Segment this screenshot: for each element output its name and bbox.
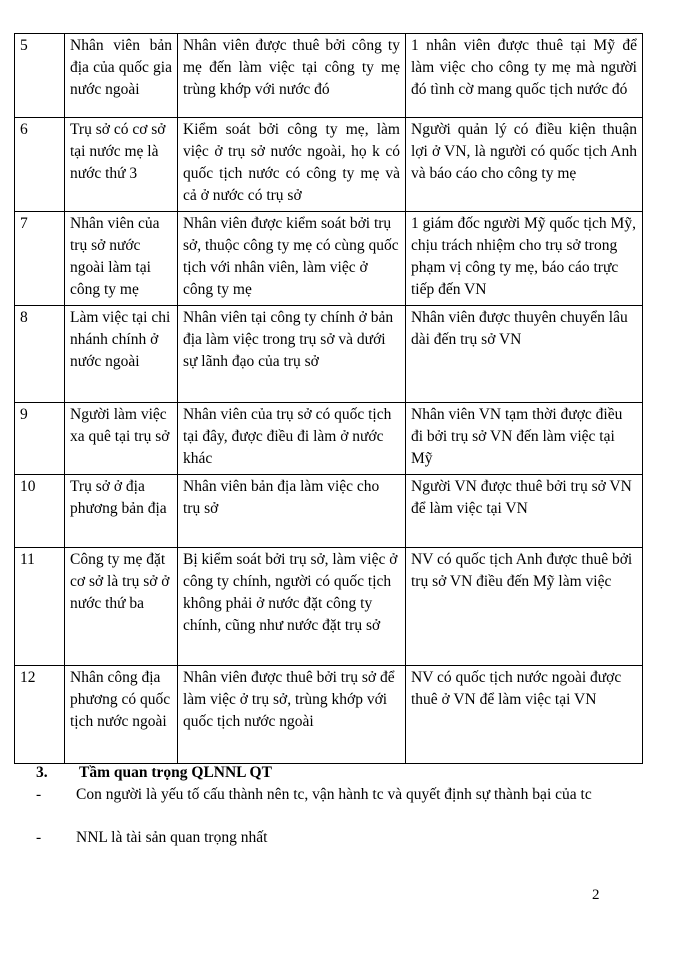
section-number: 3. (36, 764, 48, 781)
table-row (15, 403, 643, 475)
row-number: 8 (15, 306, 65, 403)
row-example: Người VN được thuê bởi trụ sở VN để làm việc tại VN (406, 475, 643, 548)
row-example: Người quản lý có điều kiện thuận lợi ở VN, là người có quốc tịch Anh và báo cáo cho công ty mẹ (406, 118, 643, 212)
row-definition: Nhân viên được kiểm soát bởi trụ sở, thuộc công ty mẹ có cùng quốc tịch với nhân viên, làm việc ở công ty mẹ (178, 212, 406, 306)
row-term: Làm việc tại chi nhánh chính ở nước ngoài (65, 306, 178, 403)
row-example: Nhân viên được thuyên chuyển lâu dài đến trụ sở VN (406, 306, 643, 403)
expatriate-types-table (14, 33, 643, 764)
bullet-item (36, 827, 626, 849)
row-definition: Nhân viên của trụ sở có quốc tịch tại đây, được điều đi làm ở nước khác (178, 403, 406, 475)
row-example: Nhân viên VN tạm thời được điều đi bởi trụ sở VN đến làm việc tại Mỹ (406, 403, 643, 475)
section-heading (36, 764, 272, 782)
row-example: 1 giám đốc người Mỹ quốc tịch Mỹ, chịu trách nhiệm cho trụ sở trong phạm vị công ty mẹ, báo cáo trực tiếp đến VN (406, 212, 643, 306)
row-definition: Bị kiểm soát bởi trụ sở, làm việc ở công ty chính, người có quốc tịch không phải ở nước đặt công ty chính, cũng như nước đặt trụ sở (178, 548, 406, 666)
table-row (15, 118, 643, 212)
row-term: Công ty mẹ đặt cơ sở là trụ sở ở nước thứ ba (65, 548, 178, 666)
row-term: Người làm việc xa quê tại trụ sở (65, 403, 178, 475)
row-number: 12 (15, 666, 65, 764)
row-example: NV có quốc tịch nước ngoài được thuê ở VN để làm việc tại VN (406, 666, 643, 764)
table-row (15, 212, 643, 306)
row-term: Trụ sở có cơ sở tại nước mẹ là nước thứ 3 (65, 118, 178, 212)
bullet-text: NNL là tài sản quan trọng nhất (76, 829, 268, 846)
bullet-dash: - (36, 786, 42, 803)
row-definition: Nhân viên được thuê bởi trụ sở để làm việc ở trụ sở, trùng khớp với quốc tịch nước ngoài (178, 666, 406, 764)
table-row (15, 34, 643, 118)
row-example: NV có quốc tịch Anh được thuê bởi trụ sở VN điều đến Mỹ làm việc (406, 548, 643, 666)
row-example: 1 nhân viên được thuê tại Mỹ để làm việc cho công ty mẹ mà người đó tình cờ mang quốc tịch nước đó (406, 34, 643, 118)
row-number: 6 (15, 118, 65, 212)
bullet-dash: - (36, 829, 42, 846)
bullet-text: Con người là yếu tố cấu thành nên tc, vận hành tc và quyết định sự thành bại của tc (76, 786, 592, 803)
table-row (15, 306, 643, 403)
row-term: Nhân viên bản địa của quốc gia nước ngoài (65, 34, 178, 118)
row-number: 5 (15, 34, 65, 118)
section-title: Tầm quan trọng QLNNL QT (79, 764, 272, 781)
row-definition: Kiểm soát bởi công ty mẹ, làm việc ở trụ sở nước ngoài, họ k có quốc tịch nước có công ty mẹ và cả ở nước có trụ sở (178, 118, 406, 212)
row-number: 7 (15, 212, 65, 306)
row-number: 10 (15, 475, 65, 548)
page-number: 2 (592, 887, 600, 903)
table-row (15, 475, 643, 548)
table-row (15, 666, 643, 764)
row-term: Nhân công địa phương có quốc tịch nước ngoài (65, 666, 178, 764)
row-number: 11 (15, 548, 65, 666)
bullet-item (36, 784, 626, 806)
row-number: 9 (15, 403, 65, 475)
row-term: Trụ sở ở địa phương bản địa (65, 475, 178, 548)
row-term: Nhân viên của trụ sở nước ngoài làm tại công ty mẹ (65, 212, 178, 306)
row-definition: Nhân viên tại công ty chính ở bản địa làm việc trong trụ sở và dưới sự lãnh đạo của trụ sở (178, 306, 406, 403)
row-definition: Nhân viên bản địa làm việc cho trụ sở (178, 475, 406, 548)
table-row (15, 548, 643, 666)
row-definition: Nhân viên được thuê bởi công ty mẹ đến làm việc tại công ty mẹ trùng khớp với nước đó (178, 34, 406, 118)
